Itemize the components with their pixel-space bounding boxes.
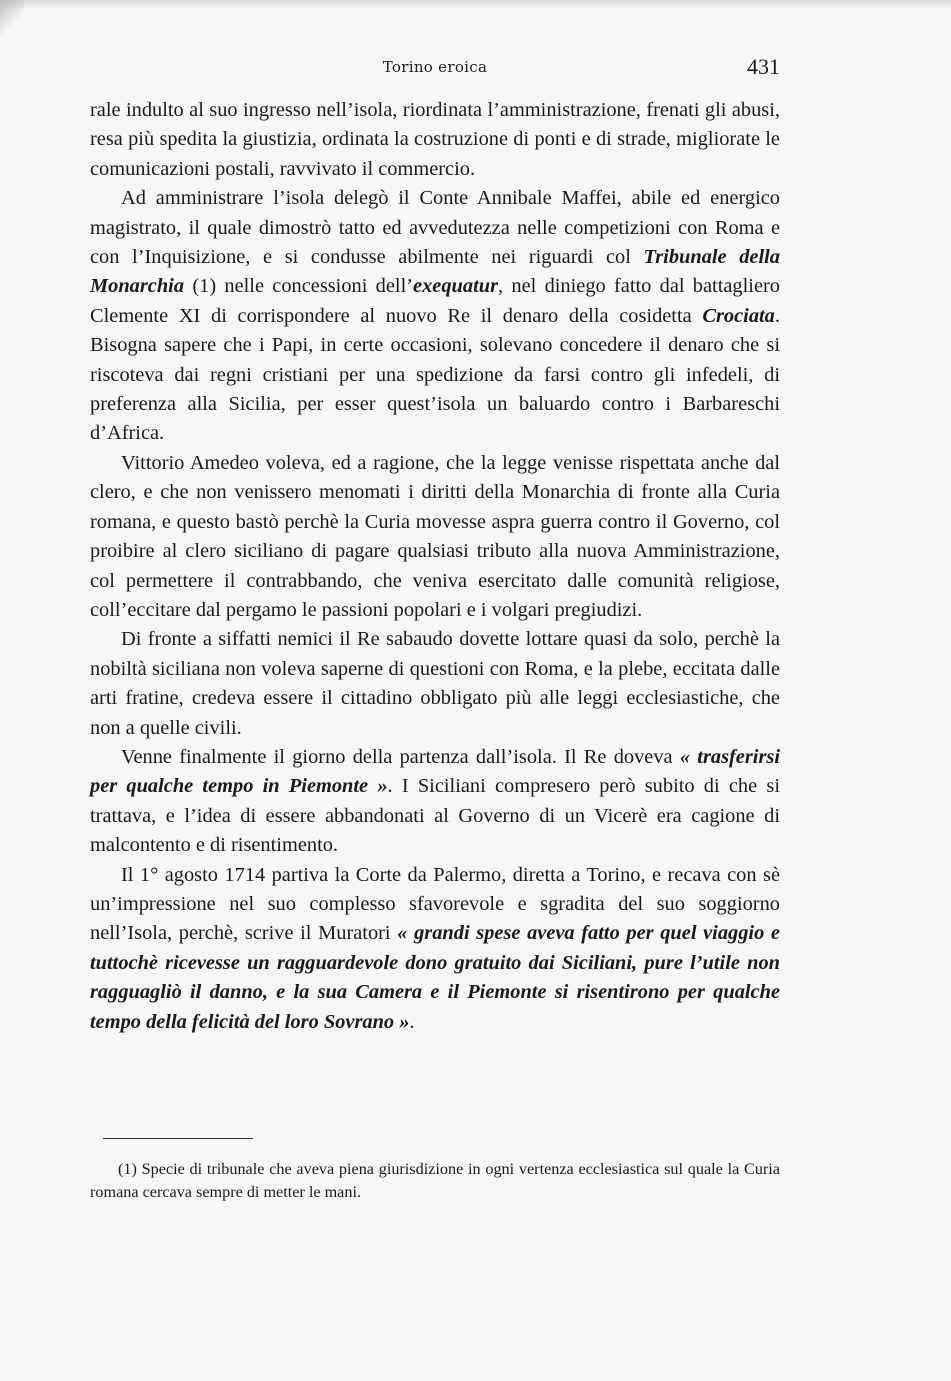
paragraph bbox=[90, 184, 780, 449]
paragraph bbox=[90, 861, 780, 1037]
emphasized-text: Tribunale della Monarchia bbox=[90, 246, 780, 298]
footnote-text: (1) Specie di tribunale che aveva piena giurisdizione in ogni vertenza ecclesiastica sul quale la Curia romana cercava sempre di metter le mani. bbox=[90, 1160, 780, 1201]
text-run: rale indulto al suo ingresso nell’isola, riordinata l’amministrazione, frenati gli abusi, resa più spedita la giustizia, ordinata la costruzione di ponti e di strade, migliorate le comunicazioni postali, ravvivato il commercio. bbox=[90, 99, 780, 180]
text-run: Venne finalmente il giorno della partenza dall’isola. Il Re doveva bbox=[121, 745, 680, 768]
text-run: . bbox=[409, 1010, 415, 1033]
paragraph bbox=[90, 449, 780, 625]
page-header bbox=[90, 54, 780, 88]
footnote-separator bbox=[103, 1138, 253, 1139]
text-run: Ad amministrare l’isola delegò il Conte Annibale Maffei, abile ed energico magistrato, il quale dimostrò tatto ed avvedutezza nelle competizioni con Roma e con l’Inquisizione, e si condusse abilmente nei riguardi col bbox=[90, 187, 780, 269]
paragraph bbox=[90, 96, 780, 184]
footnote bbox=[90, 1158, 780, 1204]
text-run: (1) nelle concessioni dell’ bbox=[184, 275, 414, 298]
page-number: 431 bbox=[747, 54, 780, 79]
paragraph bbox=[90, 625, 780, 743]
running-title: Torino eroica bbox=[382, 58, 488, 76]
emphasized-text: « trasferirsi per qualche tempo in Piemonte » bbox=[90, 745, 780, 798]
paragraph bbox=[90, 743, 780, 861]
emphasized-text: Crociata bbox=[702, 304, 775, 327]
text-run: , nel diniego fatto dal battagliero Clemente XI di corrispondere al nuovo Re il denaro della cosidetta bbox=[90, 275, 780, 327]
text-run: Il 1° agosto 1714 partiva la Corte da Palermo, diretta a Torino, e recava con sè un’impressione nel suo complesso sfavorevole e sgradita del suo soggiorno nell’Isola, perchè, scrive il Muratori bbox=[90, 863, 780, 945]
text-run: Vittorio Amedeo voleva, ed a ragione, che la legge venisse rispettata anche dal clero, e che non venissero menomati i diritti della Monarchia di fronte alla Curia romana, e questo bastò perchè la Curia movesse aspra guerra contro il Governo, col proibire al clero siciliano di pagare qualsiasi tributo alla nuova Amministrazione, col permettere il contrabbando, che veniva esercitato dalle comunità religiose, coll’eccitare dal pergamo le passioni popolari e i volgari pregiudizi. bbox=[90, 451, 780, 621]
body-text bbox=[90, 96, 780, 1037]
emphasized-text: exequatur bbox=[413, 275, 499, 298]
text-run: . Bisogna sapere che i Papi, in certe occasioni, solevano concedere il denaro che si riscoteva dai regni cristiani per una spedizione da farsi contro gli infedeli, di preferenza alla Sicilia, per esser quest’isola un baluardo contro i Barbareschi d’Africa. bbox=[90, 304, 780, 445]
text-run: . I Siciliani compresero però subito di che si trattava, e l’idea di essere abbandonati al Governo di un Vicerè era cagione di malcontento e di risentimento. bbox=[90, 775, 780, 857]
text-run: Di fronte a siffatti nemici il Re sabaudo dovette lottare quasi da solo, perchè la nobiltà siciliana non voleva saperne di questioni con Roma, e la plebe, eccitata dalle arti fratine, credeva essere il cittadino obbligato più alle leggi ecclesiastiche, che non a quelle civili. bbox=[90, 628, 780, 739]
emphasized-text: « grandi spese aveva fatto per quel viaggio e tuttochè ricevesse un ragguardevole dono gratuito dai Siciliani, pure l’utile non ragguagliò il danno, e la sua Camera e il Piemonte si risentirono per qualche tempo della felicità del loro Sovrano » bbox=[90, 922, 780, 1033]
